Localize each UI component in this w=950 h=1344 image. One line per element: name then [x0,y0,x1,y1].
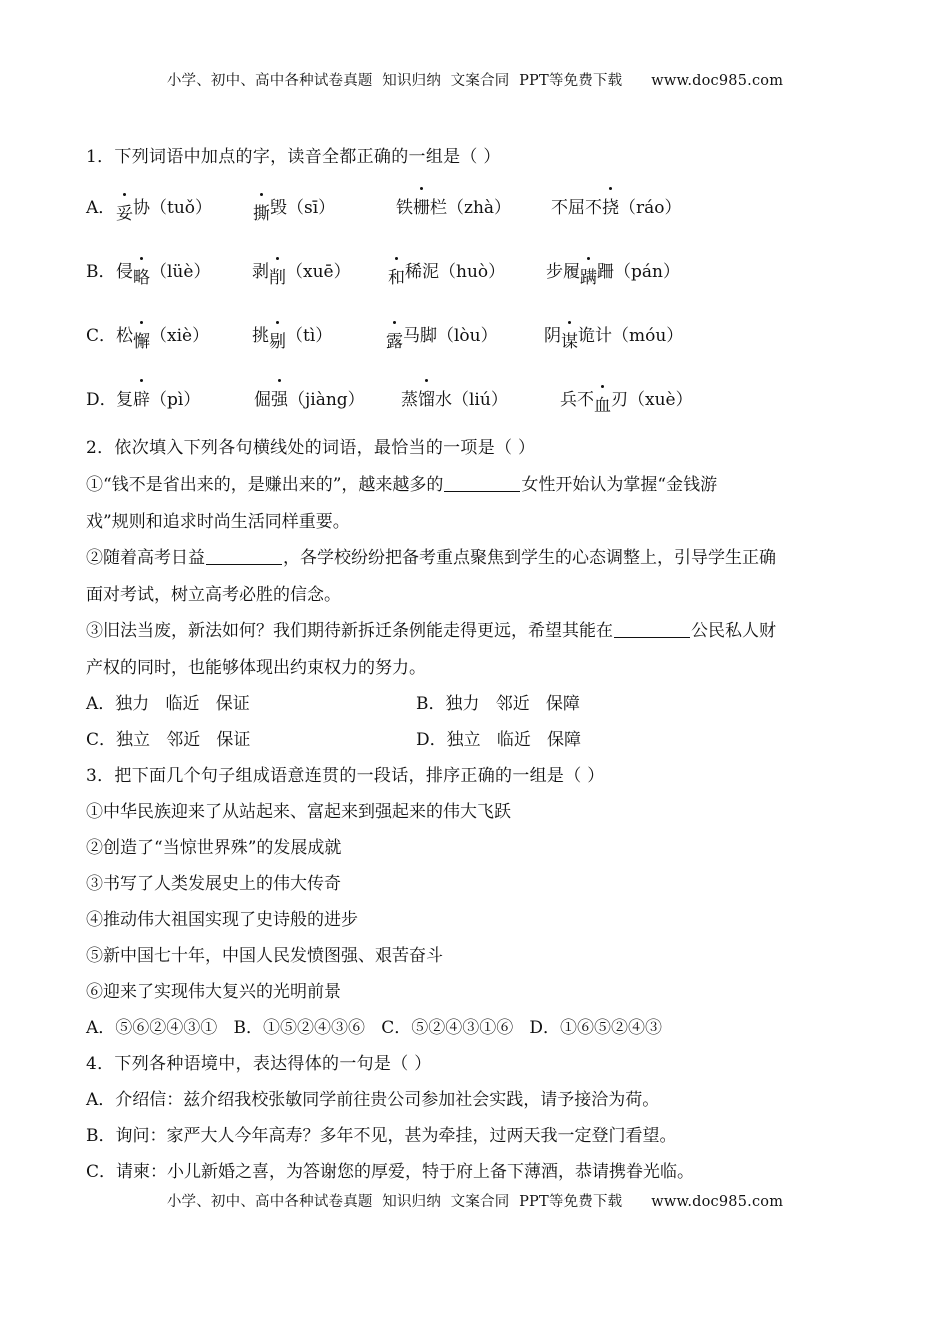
q2-option-b[interactable]: B．独力 邻近 保障 [416,694,580,714]
q4-stem: 4．下列各种语境中，表达得体的一句是（ ） [86,1054,432,1074]
answer-blank[interactable] [444,475,520,492]
q3-options[interactable]: A．⑤⑥②④③① B．①⑤②④③⑥ C．⑤②④③①⑥ D．①⑥⑤②④③ [86,1018,663,1038]
dot-marked-char: 剔 [269,327,286,352]
q2-sentence-3: ③旧法当废，新法如何？我们期待新拆迁条例能走得更远，希望其能在 公民私人财 [86,621,776,641]
dot-marked-char: 强 [271,385,288,410]
dot-marked-char: 辟 [133,385,150,410]
q2-sentence-2-cont: 面对考试，树立高考必胜的信念。 [86,585,341,605]
dot-marked-char: 谋 [561,327,578,352]
dot-marked-char: 和 [388,263,405,288]
q3-stem: 3．把下面几个句子组成语意连贯的一段话，排序正确的一组是（ ） [86,766,605,786]
answer-blank[interactable] [206,548,282,565]
q1-word: 撕毁（sī） [253,198,336,224]
q2-option-d[interactable]: D．独立 临近 保障 [416,730,582,750]
q1-word: 妥协（tuǒ） [116,198,213,224]
q2-option-c[interactable]: C．独立 邻近 保证 [86,730,251,750]
q1-word: 剥削（xuē） [252,262,351,288]
page-header: 小学、初中、高中各种试卷真题 知识归纳 文案合同 PPT等免费下载 www.doc985.com [166,73,784,89]
q1-option-label: C． [86,326,117,346]
q1-stem: 1．下列词语中加点的字，读音全都正确的一组是（ ） [86,147,501,167]
q3-item: ⑤新中国七十年，中国人民发愤图强、艰苦奋斗 [86,946,443,966]
q4-option-c[interactable]: C．请柬：小儿新婚之喜，为答谢您的厚爱，特于府上备下薄酒，恭请携眷光临。 [86,1162,695,1182]
dot-marked-char: 妥 [116,199,133,224]
q1-option-label: D． [86,390,117,410]
q1-word: 露马脚（lòu） [386,326,498,352]
q1-option-label: B． [86,262,116,282]
q2-sentence-1-cont: 戏”规则和追求时尚生活同样重要。 [86,512,350,532]
q1-word: 铁栅栏（zhà） [396,193,511,218]
answer-blank[interactable] [614,621,690,638]
dot-marked-char: 挠 [602,193,619,218]
dot-marked-char: 懈 [133,327,150,352]
q3-item: ②创造了“当惊世界殊”的发展成就 [86,838,342,858]
dot-marked-char: 蹒 [580,263,597,288]
q2-option-a[interactable]: A．独力 临近 保证 [86,694,250,714]
dot-marked-char: 血 [594,391,611,416]
q1-word: 步履蹒跚（pán） [546,262,680,288]
q2-sentence-1: ①“钱不是省出来的，是赚出来的”，越来越多的 女性开始认为掌握“金钱游 [86,475,718,495]
q3-item: ①中华民族迎来了从站起来、富起来到强起来的伟大飞跃 [86,802,511,822]
q1-word: 挑剔（tì） [252,326,333,352]
q1-word: 复辟（pì） [116,385,200,410]
q1-word: 不屈不挠（ráo） [551,193,682,218]
dot-marked-char: 馏 [418,385,435,410]
page-footer: 小学、初中、高中各种试卷真题 知识归纳 文案合同 PPT等免费下载 www.doc985.com [166,1194,784,1210]
q3-item: ⑥迎来了实现伟大复兴的光明前景 [86,982,341,1002]
q1-word: 兵不血刃（xuè） [560,390,693,416]
q1-word: 和稀泥（huò） [388,262,506,288]
dot-marked-char: 削 [269,263,286,288]
q2-sentence-3-cont: 产权的同时，也能够体现出约束权力的努力。 [86,658,426,678]
q1-option-label: A． [86,198,116,218]
dot-marked-char: 露 [386,327,403,352]
q2-stem: 2．依次填入下列各句横线处的词语，最恰当的一项是（ ） [86,438,536,458]
q2-sentence-2: ②随着高考日益 ，各学校纷纷把备考重点聚焦到学生的心态调整上，引导学生正确 [86,548,776,568]
dot-marked-char: 栅 [413,193,430,218]
q3-item: ④推动伟大祖国实现了史诗般的进步 [86,910,358,930]
q1-word: 松懈（xiè） [116,326,210,352]
q1-word: 蒸馏水（liú） [401,385,508,410]
dot-marked-char: 撕 [253,199,270,224]
q4-option-b[interactable]: B．询问：家严大人今年高寿？多年不见，甚为牵挂，过两天我一定登门看望。 [86,1126,677,1146]
q3-item: ③书写了人类发展史上的伟大传奇 [86,874,341,894]
q4-option-a[interactable]: A．介绍信：兹介绍我校张敏同学前往贵公司参加社会实践，请予接洽为荷。 [86,1090,660,1110]
q1-word: 阴谋诡计（móu） [544,326,684,352]
q1-word: 侵略（lüè） [116,262,211,288]
q1-word: 倔强（jiàng） [254,385,365,410]
dot-marked-char: 略 [133,263,150,288]
